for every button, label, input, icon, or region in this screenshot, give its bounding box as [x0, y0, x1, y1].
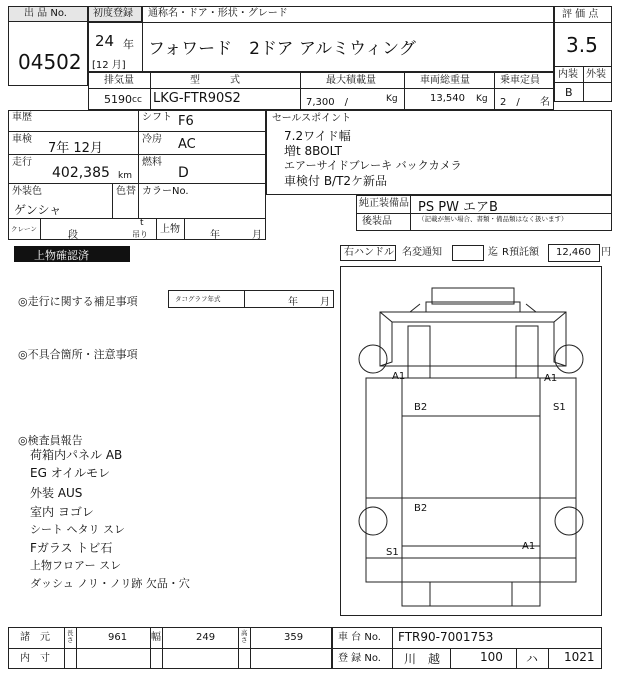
right-handle: 右ハンドル — [344, 247, 394, 258]
length-value: 961 — [108, 632, 128, 643]
cab-front-right-outline — [554, 312, 566, 366]
tachograph-month: 月 — [320, 297, 330, 308]
exterior-grade-label: 外装 — [586, 69, 606, 80]
width-value: 249 — [196, 632, 216, 643]
max-load-unit: Kg — [386, 94, 398, 104]
damage-mark: A1 — [392, 371, 406, 382]
inspection-label: 車検 — [12, 134, 32, 145]
driving-title: ◎走行に関する補足事項 — [18, 295, 138, 308]
damage-mark: B2 — [414, 503, 428, 514]
crane-stage: 段 — [68, 230, 78, 241]
damage-mark: B2 — [414, 402, 428, 413]
grade-label: 評 価 点 — [562, 9, 599, 20]
rear-right-wheel — [555, 507, 583, 535]
shift-value: F6 — [178, 114, 194, 129]
rear-left-wheel — [359, 507, 387, 535]
grade-value: 3.5 — [566, 33, 598, 57]
lot-label: 出 品 No. — [24, 8, 67, 19]
recycle-label: R預託額 — [502, 247, 539, 258]
inspector-line: Fガラス トビ石 — [30, 541, 113, 555]
section-title: 上物確認済 — [34, 249, 89, 262]
aftermarket-label: 後装品 — [362, 216, 392, 227]
name-label: 通称名・ドア・形状・グレード — [148, 8, 288, 19]
tachograph-label: タコグラフ年式 — [175, 295, 221, 303]
aftermarket-note: （記載が無い場合、書類・備品類はなく扱います） — [418, 215, 568, 223]
reg-area: 川 越 — [404, 652, 441, 666]
inspector-line: 荷箱内パネル AB — [30, 448, 123, 462]
sales-point-line: 車検付 B/T2ケ新品 — [284, 174, 388, 188]
genuine-label: 純正装備品 — [359, 198, 409, 209]
history-label: 車歴 — [12, 112, 32, 123]
sales-point-line: エアーサイドブレーキ バックカメラ — [284, 159, 462, 172]
gross-weight-unit: Kg — [476, 94, 488, 104]
name-change-box — [452, 245, 484, 261]
mileage-value: 402,385 — [52, 165, 110, 181]
inspector-line: 外装 AUS — [30, 486, 83, 500]
deposit-suffix: 迄 — [488, 247, 498, 258]
interior-grade: B — [565, 86, 573, 99]
inspector-line: ダッシュ ノリ・ノリ跡 欠品・穴 — [30, 577, 190, 590]
reg-number: 1021 — [564, 650, 595, 664]
crane-lift-top: t — [140, 218, 144, 228]
sales-point-line: 7.2ワイド幅 — [284, 129, 351, 143]
inspector-line: EG オイルモレ — [30, 466, 111, 480]
loading-label: 上物 — [160, 224, 180, 235]
model-label: 型 式 — [190, 75, 240, 86]
inspector-line: シート ヘタリ スレ — [30, 523, 125, 536]
interior-dims-label: 内 寸 — [20, 653, 50, 664]
tachograph-year: 年 — [288, 297, 298, 308]
chassis-label: 車 台 No. — [338, 632, 381, 643]
damage-mark: S1 — [553, 402, 566, 413]
ext-color-value: ゲンシャ — [14, 203, 62, 217]
cab-side-left — [408, 326, 430, 378]
first-reg-label: 初度登録 — [93, 8, 133, 19]
front-left-wheel — [359, 345, 387, 373]
inspector-line: 上物フロアー スレ — [30, 559, 122, 572]
crane-label: クレーン — [11, 225, 37, 233]
height-value: 359 — [284, 632, 304, 643]
displacement-unit: cc — [132, 95, 142, 105]
reg-year: 24 — [95, 32, 115, 50]
rear-bumper-outline — [402, 582, 540, 606]
lot-number: 04502 — [18, 50, 82, 74]
damage-mark: A1 — [544, 373, 558, 384]
reg-label: 登 録 No. — [338, 653, 381, 664]
recycle-value: 12,460 — [556, 247, 591, 258]
ext-color-label: 外装色 — [12, 186, 42, 197]
sales-point-line: 増t 8BOLT — [284, 144, 342, 158]
interior-grade-label: 内装 — [558, 69, 578, 80]
inspector-line: 室内 ヨゴレ — [30, 505, 94, 519]
reg-kana: ハ — [526, 652, 539, 666]
damage-mark: S1 — [386, 547, 399, 558]
sales-points-label: セールスポイント — [272, 113, 352, 124]
inspection-value: 7年 12月 — [48, 141, 103, 156]
crane-lift: 吊り — [132, 230, 148, 239]
height-label: 高さ — [241, 629, 248, 644]
details-box — [8, 110, 266, 240]
displacement: 5190 — [104, 93, 132, 106]
fuel-value: D — [178, 165, 189, 181]
color-no-label: カラーNo. — [142, 186, 189, 197]
reg-year-unit: 年 — [123, 38, 134, 51]
reg-month: [12 月] — [92, 60, 126, 71]
truck-diagram — [340, 266, 602, 616]
damage-mark: A1 — [522, 541, 536, 552]
ac-value: AC — [178, 137, 196, 152]
cab-mirror-left — [410, 304, 536, 312]
gross-weight: 13,540 — [430, 93, 465, 104]
length-label: 長さ — [67, 629, 74, 644]
width-label: 幅 — [151, 632, 161, 643]
displacement-label: 排気量 — [104, 75, 134, 86]
recycle-unit: 円 — [601, 247, 611, 258]
ac-label: 冷房 — [142, 134, 162, 145]
shift-label: シフト — [142, 112, 172, 123]
car-name: フォワード 2ドア アルミウィング — [148, 39, 416, 59]
genuine-value: PS PW エアB — [418, 200, 498, 215]
capacity-label: 乗車定員 — [500, 75, 540, 86]
color-code-label: 色替 — [116, 186, 136, 197]
capacity: 2 / — [500, 97, 520, 108]
reg-class: 100 — [480, 650, 503, 664]
mileage-label: 走行 — [12, 157, 32, 168]
cab-side-right — [516, 326, 538, 378]
gross-weight-label: 車両総重量 — [420, 75, 470, 86]
chassis-value: FTR90-7001753 — [398, 630, 494, 644]
name-change-label: 名変通知 — [402, 247, 442, 258]
defects-title: ◎不具合箇所・注意事項 — [18, 348, 138, 361]
mileage-unit: km — [118, 171, 132, 181]
cab-front-left-outline — [380, 312, 392, 366]
max-load-label: 最大積載量 — [326, 75, 376, 86]
front-right-wheel — [555, 345, 583, 373]
model: LKG-FTR90S2 — [153, 91, 241, 106]
loading-month: 月 — [252, 230, 262, 241]
max-load: 7,300 / — [306, 97, 348, 108]
inspector-title: ◎検査員報告 — [18, 434, 83, 447]
fuel-label: 燃料 — [142, 157, 162, 168]
capacity-unit: 名 — [540, 97, 550, 108]
loading-year: 年 — [210, 230, 220, 241]
dims-label: 諸 元 — [20, 632, 50, 643]
